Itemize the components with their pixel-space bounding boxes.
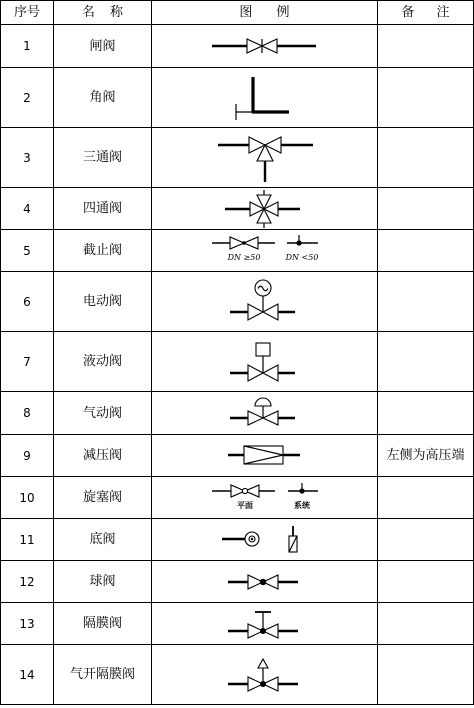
row-name: 气开隔膜阀 xyxy=(69,667,135,682)
row-index-cell xyxy=(0,435,54,477)
symbol-label-plan: 平面 xyxy=(237,501,253,510)
row-remark-cell xyxy=(378,188,474,230)
row-name: 球阀 xyxy=(89,574,116,589)
diaphragm-valve-icon xyxy=(152,603,377,644)
row-name-cell xyxy=(54,392,152,435)
row-name: 隔膜阀 xyxy=(82,616,122,631)
row-name-cell xyxy=(54,645,152,705)
row-name: 液动阀 xyxy=(82,354,122,369)
row-index: 14 xyxy=(19,667,35,682)
symbol-label-system: 系统 xyxy=(294,501,310,510)
row-index-cell xyxy=(0,645,54,705)
row-name-cell xyxy=(54,519,152,561)
row-name-cell xyxy=(54,477,152,519)
row-index-cell xyxy=(0,519,54,561)
row-name: 电动阀 xyxy=(82,294,122,309)
row-symbol-cell xyxy=(152,645,378,705)
row-symbol-cell xyxy=(152,188,378,230)
row-remark-cell xyxy=(378,128,474,188)
row-remark-cell xyxy=(378,272,474,332)
row-symbol-cell xyxy=(152,332,378,392)
row-name-cell xyxy=(54,561,152,603)
symbol-label-small: DN <50 xyxy=(285,253,319,262)
angle-valve-icon xyxy=(152,68,377,127)
three-way-valve-icon xyxy=(152,128,377,187)
hydraulic-valve-icon xyxy=(152,332,377,391)
row-remark-cell xyxy=(378,435,474,477)
row-index-cell xyxy=(0,561,54,603)
row-index-cell xyxy=(0,25,54,68)
row-remark-cell xyxy=(378,519,474,561)
row-name: 减压阀 xyxy=(82,448,122,463)
row-name-cell xyxy=(54,272,152,332)
row-symbol-cell xyxy=(152,435,378,477)
row-remark-cell xyxy=(378,645,474,705)
row-symbol-cell xyxy=(152,272,378,332)
electric-valve-icon xyxy=(152,272,377,331)
row-name-cell xyxy=(54,128,152,188)
row-name: 闸阀 xyxy=(89,38,116,54)
globe-valve-icon xyxy=(152,230,377,271)
row-name: 底阀 xyxy=(89,532,116,547)
row-symbol-cell xyxy=(152,477,378,519)
row-name-cell xyxy=(54,230,152,272)
row-index: 12 xyxy=(19,574,35,589)
row-symbol-cell xyxy=(152,392,378,435)
row-index: 1 xyxy=(23,39,31,53)
row-symbol-cell xyxy=(152,25,378,68)
row-index: 11 xyxy=(19,532,35,547)
row-name: 旋塞阀 xyxy=(82,490,122,505)
four-way-valve-icon xyxy=(152,188,377,229)
row-remark-cell xyxy=(378,477,474,519)
row-symbol-cell xyxy=(152,519,378,561)
row-index: 9 xyxy=(23,448,31,463)
row-symbol-cell xyxy=(152,561,378,603)
row-index: 7 xyxy=(23,354,31,369)
foot-valve-icon xyxy=(152,519,377,560)
row-symbol-cell xyxy=(152,230,378,272)
row-remark-cell xyxy=(378,25,474,68)
row-index-cell xyxy=(0,392,54,435)
plug-valve-icon xyxy=(152,477,377,518)
pneumatic-valve-icon xyxy=(152,392,377,434)
header-index-cell xyxy=(0,0,54,25)
header-remark-label: 备 注 xyxy=(401,5,450,20)
row-name-cell xyxy=(54,435,152,477)
row-index: 6 xyxy=(23,294,31,309)
ball-valve-icon xyxy=(152,561,377,602)
row-index: 10 xyxy=(19,490,35,505)
row-remark-cell xyxy=(378,230,474,272)
row-name-cell xyxy=(54,25,152,68)
pressure-reducing-valve-icon xyxy=(152,435,377,476)
row-name: 截止阀 xyxy=(82,243,122,258)
row-symbol-cell xyxy=(152,68,378,128)
row-index: 2 xyxy=(23,90,31,105)
row-name: 三通阀 xyxy=(82,150,122,165)
row-index: 4 xyxy=(23,201,31,216)
header-symbol-label: 图 例 xyxy=(239,5,290,20)
row-remark-cell xyxy=(378,561,474,603)
row-index-cell xyxy=(0,477,54,519)
row-index-cell xyxy=(0,230,54,272)
row-index-cell xyxy=(0,332,54,392)
row-index: 5 xyxy=(23,243,31,258)
row-remark-cell xyxy=(378,392,474,435)
row-symbol-cell xyxy=(152,603,378,645)
row-index-cell xyxy=(0,68,54,128)
symbol-label-large: DN ≥50 xyxy=(227,253,261,262)
air-open-diaphragm-valve-icon xyxy=(152,645,377,704)
row-name-cell xyxy=(54,68,152,128)
row-index: 8 xyxy=(23,406,31,420)
row-remark-cell xyxy=(378,603,474,645)
header-symbol-cell xyxy=(152,0,378,25)
row-name-cell xyxy=(54,332,152,392)
row-name: 四通阀 xyxy=(82,201,122,216)
row-name: 角阀 xyxy=(89,90,116,105)
row-index-cell xyxy=(0,188,54,230)
row-index: 13 xyxy=(19,616,35,631)
header-remark-cell xyxy=(378,0,474,25)
row-name-cell xyxy=(54,188,152,230)
header-index-label: 序号 xyxy=(13,5,40,20)
row-index-cell xyxy=(0,272,54,332)
row-symbol-cell xyxy=(152,128,378,188)
row-remark-cell xyxy=(378,68,474,128)
row-remark-cell xyxy=(378,332,474,392)
header-name-cell xyxy=(54,0,152,25)
row-index: 3 xyxy=(23,150,31,165)
row-index-cell xyxy=(0,128,54,188)
row-name-cell xyxy=(54,603,152,645)
gate-valve-icon xyxy=(152,25,377,67)
row-name: 气动阀 xyxy=(82,405,122,421)
row-index-cell xyxy=(0,603,54,645)
header-name-label: 名 称 xyxy=(81,5,124,20)
row-remark: 左侧为高压端 xyxy=(386,448,465,463)
